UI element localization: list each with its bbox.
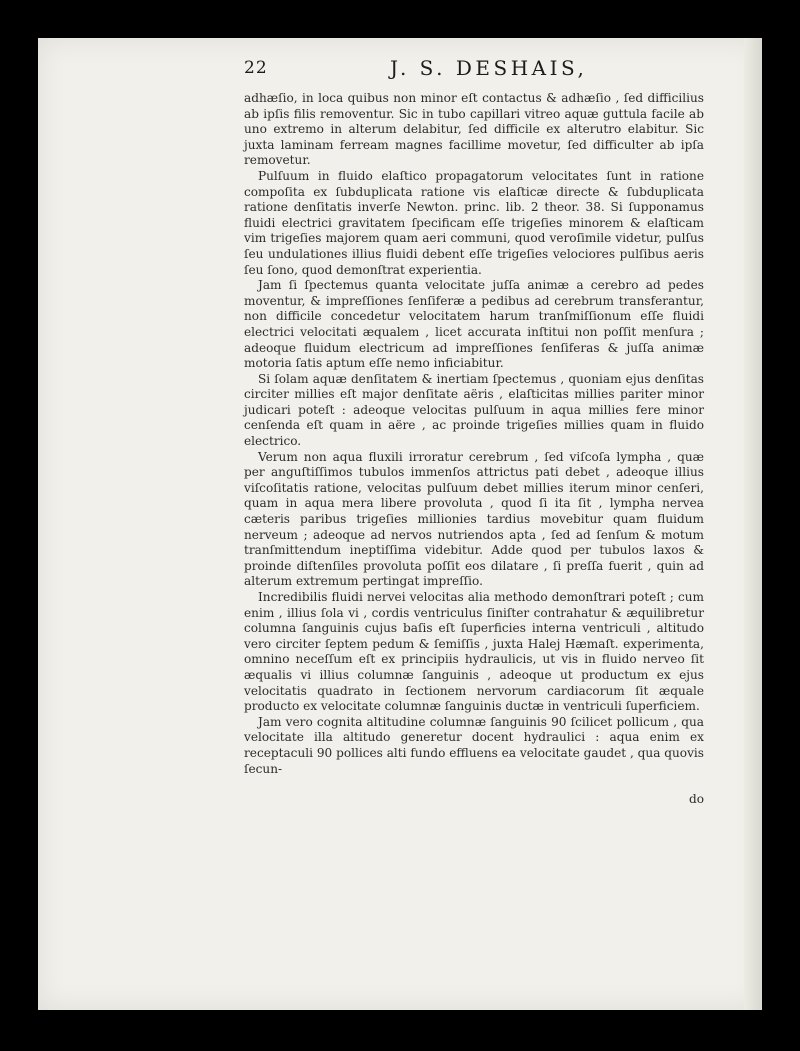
running-head: J. S. DESHAIS, [390,56,588,80]
body-text [244,91,704,777]
paragraph-4: Si ſolam aquæ denſitatem & inertiam ſpectemus , quoniam ejus denſitas circiter millies eſt major denſitate aëris , elaſticitas millies pariter minor judicari poteſt : adeoque velocitas pulſuum in aqua millies fere minor cenſenda eſt quam in aëre , ac proinde trigeſies millies quam in fluido electrico. [244,371,704,449]
page-edge-shadow [744,38,762,1010]
paragraph-6: Incredibilis fluidi nervei velocitas alia methodo demonſtrari poteſt ; cum enim , illius ſola vi , cordis ventriculus ſiniſter contrahatur & æquilibretur columna ſanguinis cujus baſis eſt ſuperficies interna ventriculi , altitudo vero circiter ſeptem pedum & ſemiſſis , juxta Halej Hæmaſt. experimenta, omnino neceſſum eſt ex principiis hydraulicis, ut vis in fluido nerveo ſit æqualis vi illius columnæ ſanguinis , adeoque ut productum ex ejus velocitatis quadrato in ſectionem nervorum cardiacorum ſit æquale producto ex velocitate columnæ ſanguinis ductæ in ventriculi ſuperficiem. [244,590,704,714]
paragraph-2: Pulſuum in fluido elaſtico propagatorum velocitates ſunt in ratione compoſita ex ſubduplicata ratione vis elaſticæ directe & ſubduplicata ratione denſitatis inverſe Newton. princ. lib. 2 theor. 38. Si ſupponamus fluidi electrici gravitatem ſpecificam eſſe trigeſies minorem & elaſticam vim trigeſies majorem quam aeri communi, quod veroſimile videtur, pulſus ſeu undulationes illius fluidi debent eſſe trigeſies velociores pulſibus aeris ſeu ſono, quod demonſtrat experientia. [244,168,704,277]
page-number: 22 [244,58,268,78]
paragraph-7: Jam vero cognita altitudine columnæ ſanguinis 90 ſcilicet pollicum , qua velocitate illa altitudo generetur docent hydraulici : aqua enim ex receptaculi 90 pollices alti fundo effluens ea velocitate gaudet , qua quovis ſecun- [244,714,704,776]
paragraph-5: Verum non aqua fluxili irroratur cerebrum , ſed viſcoſa lympha , quæ per anguſtiſſimos tubulos immenſos attrictus pati debet , adeoque illius viſcoſitatis ratione, velocitas pulſuum debet millies iterum minor cenſeri, quam in aqua mera libere provoluta , quod ſi ita ſit , lympha nervea cæteris paribus trigeſies millionies tardius movebitur quam fluidum nerveum ; adeoque ad nervos nutriendos apta , ſed ad ſenſum & motum tranſmittendum ineptiſſima videbitur. Adde quod per tubulos laxos & proinde diſtenſiles provoluta poſſit eos dilatare , ſi preſſa fuerit , quin ad alterum extremum pertingat impreſſio. [244,449,704,589]
catchword: do [688,792,704,806]
paragraph-1: adhæſio, in loca quibus non minor eſt contactus & adhæſio , ſed difficilius ab ipſis filis removentur. Sic in tubo capillari vitreo aquæ guttula facile ab uno extremo in alterum delabitur, ſed difficile ex alterutro elabitur. Sic juxta laminam ferream magnes facillime movetur, ſed difficulter ab ipſa removetur. [244,91,704,168]
page-header [244,58,704,82]
paragraph-3: Jam ſi ſpectemus quanta velocitate juſſa animæ a cerebro ad pedes moventur, & impreſſiones ſenſiferæ a pedibus ad cerebrum transferantur, non difficile concedetur velocitatem harum tranſmiſſionum eſſe fluidi electrici velocitati æqualem , licet accurata inſtitui non poſſit menſura ; adeoque fluidum electricum ad impreſſiones ſenſiferas & juſſa animæ motoria ſatis aptum eſſe nemo inficiabitur. [244,278,704,371]
